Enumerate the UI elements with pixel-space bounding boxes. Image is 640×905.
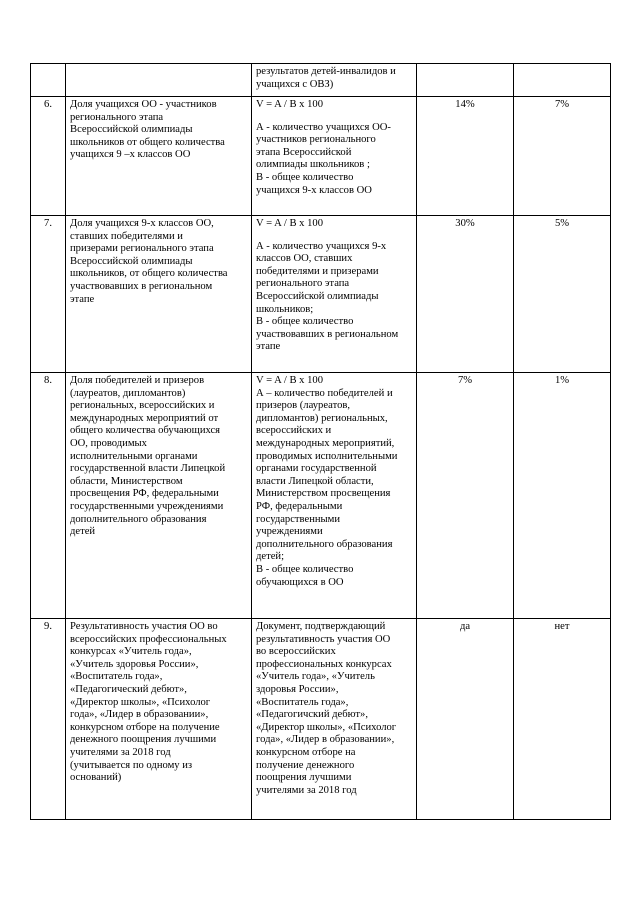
value-b-cell (514, 373, 611, 619)
indicator-text-line: «Директор школы», «Психолог (70, 696, 211, 708)
method-text-line: «Воспитатель года», (256, 696, 349, 708)
value-b-text: нет (554, 621, 570, 632)
indicator-text-line: конкурсном отборе на получение (70, 721, 220, 733)
method-text-line: года», «Лидер в образовании», (256, 734, 395, 746)
table-row (31, 64, 611, 97)
table-row (31, 216, 611, 373)
method-text-line: V = A / B x 100 (256, 375, 324, 386)
method-text-line: олимпиады школьников ; (256, 159, 370, 171)
indicator-text-line: года», «Лидер в образовании», (70, 709, 209, 721)
indicator-text-line: международных мероприятий от (70, 412, 219, 424)
indicator-text-line: общего количества обучающихся (70, 425, 221, 437)
value-b-text: 5% (554, 218, 570, 229)
indicator-text-line: детей (70, 526, 96, 538)
value-b-text: 7% (554, 99, 570, 110)
indicator-cell (66, 216, 252, 373)
value-a-text: 14% (455, 99, 475, 110)
method-cell (252, 97, 417, 216)
row-number: 7. (44, 218, 52, 229)
table-row (31, 373, 611, 619)
indicator-text-line: (лауреатов, дипломантов) (70, 387, 186, 399)
row-number-cell (31, 619, 66, 820)
method-text-line: международных мероприятий, (256, 437, 395, 449)
method-text-line: профессиональных конкурсах (256, 658, 392, 670)
method-text-line: Министерством просвещения (256, 488, 391, 500)
method-text-line: этапе (256, 341, 281, 353)
method-text-line: А - количество учащихся ОО- (256, 121, 391, 133)
method-text-line: проводимых исполнительными (256, 450, 398, 462)
row-number: 9. (44, 621, 52, 632)
indicator-text-line: просвещения РФ, федеральными (70, 488, 219, 500)
indicator-text-line: учителями за 2018 год (70, 746, 171, 758)
method-text-line: учреждениями (256, 526, 323, 538)
method-cell (252, 216, 417, 373)
indicator-text-line: дополнительного образования (70, 513, 207, 525)
method-text-line: Документ, подтверждающий (256, 621, 386, 632)
value-a-text: 30% (455, 218, 475, 229)
table-row (31, 619, 611, 820)
indicator-text-line: Доля победителей и призеров (70, 375, 205, 386)
indicator-text-line: учащихся 9 –х классов ОО (70, 149, 191, 161)
method-text-line: конкурсном отборе на (256, 746, 356, 758)
row-number-cell (31, 97, 66, 216)
method-cell (252, 373, 417, 619)
value-a-cell (417, 97, 514, 216)
method-text-line: во всероссийских (256, 646, 336, 658)
indicator-text-line: «Учитель здоровья России», (70, 658, 199, 670)
indicator-text-line: участвовавших в региональном (70, 280, 213, 292)
indicator-text-line: денежного поощрения лучшими (70, 734, 217, 746)
value-b-text: 1% (554, 375, 570, 386)
indicator-text-line: Результативность участия ОО во (70, 621, 218, 632)
method-text-line: органами государственной (256, 463, 377, 475)
method-text-line: учителями за 2018 год (256, 784, 357, 796)
method-text-line: «Учитель года», «Учитель (256, 671, 375, 683)
indicator-text-line: всероссийских профессиональных (70, 633, 227, 645)
method-text-line: классов ОО, ставших (256, 253, 353, 265)
row-number: 6. (44, 99, 52, 110)
indicator-text-line: школьников, от общего количества (70, 268, 228, 280)
method-text-line: А – количество победителей и (256, 387, 393, 399)
value-b-cell (514, 216, 611, 373)
indicator-text-line: «Воспитатель года», (70, 671, 163, 683)
method-text-line: результатов детей-инвалидов и (256, 66, 396, 77)
method-text-line: здоровья России», (256, 683, 339, 695)
method-text-line: школьников; (256, 303, 314, 315)
method-text-line: В - общее количество (256, 563, 354, 575)
method-text-line: регионального этапа (256, 278, 350, 290)
indicator-text-line: школьников от общего количества (70, 136, 225, 148)
indicator-text-line: этапе (70, 293, 95, 305)
method-text-line: всероссийских и (256, 425, 332, 437)
method-text-line: власти Липецкой области, (256, 475, 374, 487)
method-text-line: обучающихся в ОО (256, 576, 344, 588)
row-number-cell (31, 64, 66, 97)
value-a-cell (417, 64, 514, 97)
row-number: 8. (44, 375, 52, 386)
indicator-text-line: Доля учащихся 9-х классов ОО, (70, 218, 214, 229)
value-a-text: да (459, 621, 471, 632)
value-b-cell (514, 97, 611, 216)
indicator-text-line: ОО, проводимых (70, 437, 147, 449)
method-cell (252, 619, 417, 820)
method-text-line: дипломантов) региональных, (256, 412, 388, 424)
method-text-line: В - общее количество (256, 316, 354, 328)
indicator-cell (66, 619, 252, 820)
indicators-table-body (31, 64, 611, 820)
method-text-line: победителями и призерами (256, 265, 379, 277)
indicator-text-line: (учитывается по одному из (70, 759, 193, 771)
method-text-line: учащихся с ОВЗ) (256, 78, 334, 90)
method-text-line: участвовавших в региональном (256, 328, 399, 340)
indicator-cell (66, 373, 252, 619)
indicator-text-line: «Педагогический дебют», (70, 683, 187, 695)
row-number-cell (31, 216, 66, 373)
indicator-text-line: оснований) (70, 772, 122, 784)
method-text-line: РФ, федеральными (256, 500, 343, 512)
indicator-text-line: государственной власти Липецкой (70, 463, 226, 475)
indicator-text-line: Всероссийской олимпиады (70, 255, 193, 267)
value-b-cell (514, 619, 611, 820)
method-text-line: Всероссийской олимпиады (256, 290, 379, 302)
indicator-text-line: ставших победителями и (70, 230, 183, 242)
value-b-cell (514, 64, 611, 97)
method-text-line: А - количество учащихся 9-х (256, 240, 387, 252)
method-text-line: детей; (256, 551, 285, 563)
value-a-cell (417, 373, 514, 619)
formula-text: V = A / B x 100 (256, 99, 324, 110)
method-text-line: государственными (256, 513, 341, 525)
spacer (256, 112, 412, 122)
method-text-line: «Директор школы», «Психолог (256, 721, 397, 733)
indicators-table (30, 63, 611, 820)
method-text-line: получение денежного (256, 759, 355, 771)
method-text-line: В - общее количество (256, 171, 354, 183)
value-a-cell (417, 216, 514, 373)
method-text-line: поощрения лучшими (256, 772, 352, 784)
indicator-text-line: области, Министерством (70, 475, 183, 487)
method-text-line: этапа Всероссийской (256, 146, 352, 158)
spacer (256, 231, 412, 241)
method-text-line: призеров (лауреатов, (256, 400, 351, 412)
indicator-text-line: исполнительными органами (70, 450, 198, 462)
indicator-text-line: регионального этапа (70, 111, 164, 123)
indicator-text-line: призерами регионального этапа (70, 243, 214, 255)
value-a-text: 7% (457, 375, 473, 386)
formula-text: V = A / B x 100 (256, 218, 324, 229)
method-text-line: «Педагогичский дебют», (256, 709, 368, 721)
method-text-line: дополнительного образования (256, 538, 393, 550)
indicator-text-line: Всероссийской олимпиады (70, 124, 193, 136)
method-text-line: результативность участия ОО (256, 633, 391, 645)
indicator-text-line: региональных, всероссийских и (70, 400, 215, 412)
indicator-cell (66, 97, 252, 216)
indicator-cell (66, 64, 252, 97)
indicator-text-line: государственными учреждениями (70, 500, 224, 512)
indicator-text-line: конкурсах «Учитель года», (70, 646, 192, 658)
table-row (31, 97, 611, 216)
method-text-line: учащихся 9-х классов ОО (256, 184, 372, 196)
indicator-text-line: Доля учащихся ОО - участников (70, 99, 217, 110)
row-number-cell (31, 373, 66, 619)
method-cell (252, 64, 417, 97)
method-text-line: участников регионального (256, 134, 376, 146)
value-a-cell (417, 619, 514, 820)
